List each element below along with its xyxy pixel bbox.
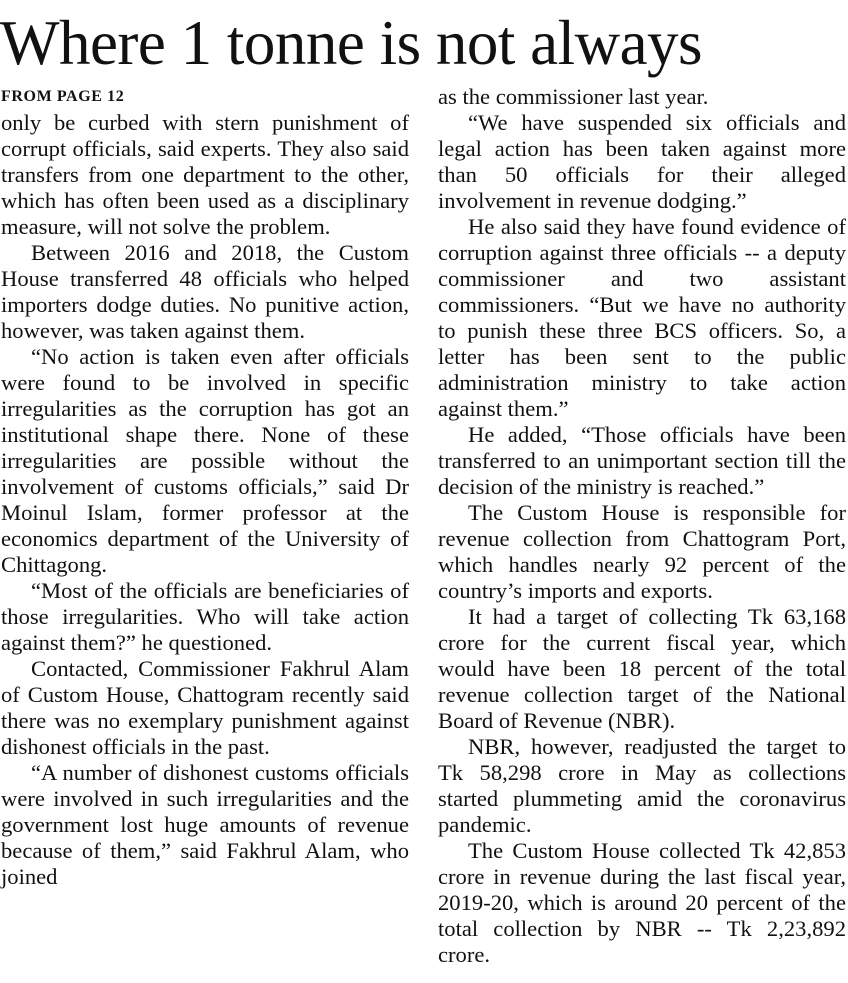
- paragraph: “We have suspended six officials and legal action has been taken against more than 50 officials for their alleged involvement in revenue dodging.”: [438, 110, 846, 213]
- article-column-right: [438, 84, 846, 968]
- paragraph: “No action is taken even after officials were found to be involved in specific irregularities as the corruption has got an institutional shape there. None of these irregularities are possible without the involvement of customs officials,” said Dr Moinul Islam, former professor at the economics department of the University of Chittagong.: [1, 344, 409, 577]
- paragraph: only be curbed with stern punishment of corrupt officials, said experts. They also said transfers from one department to the other, which has often been used as a disciplinary measure, will not solve the problem.: [1, 110, 409, 239]
- article-column-left: [1, 84, 409, 890]
- paragraph: The Custom House collected Tk 42,853 crore in revenue during the last fiscal year, 2019-20, which is around 20 percent of the total collection by NBR -- Tk 2,23,892 crore.: [438, 838, 846, 967]
- paragraph: He also said they have found evidence of corruption against three officials -- a deputy commissioner and two assistant commissioners. “But we have no authority to punish these three BCS officers. So, a letter has been sent to the public administration ministry to take action against them.”: [438, 214, 846, 421]
- paragraph: The Custom House is responsible for revenue collection from Chattogram Port, which handles nearly 92 percent of the country’s imports and exports.: [438, 500, 846, 603]
- paragraph: as the commissioner last year.: [438, 84, 709, 109]
- paragraph: Contacted, Commissioner Fakhrul Alam of Custom House, Chattogram recently said there was no exemplary punishment against dishonest officials in the past.: [1, 656, 409, 759]
- paragraph: “Most of the officials are beneficiaries of those irregularities. Who will take action against them?” he questioned.: [1, 578, 409, 655]
- paragraph: NBR, however, readjusted the target to Tk 58,298 crore in May as collections started plummeting amid the coronavirus pandemic.: [438, 734, 846, 837]
- paragraph: He added, “Those officials have been transferred to an unimportant section till the decision of the ministry is reached.”: [438, 422, 846, 499]
- paragraph: It had a target of collecting Tk 63,168 crore for the current fiscal year, which would have been 18 percent of the total revenue collection target of the National Board of Revenue (NBR).: [438, 604, 846, 733]
- jump-line: FROM PAGE 12: [1, 88, 125, 105]
- paragraph: Between 2016 and 2018, the Custom House transferred 48 officials who helped importers dodge duties. No punitive action, however, was taken against them.: [1, 240, 409, 343]
- paragraph: “A number of dishonest customs officials were involved in such irregularities and the government lost huge amounts of revenue because of them,” said Fakhrul Alam, who joined: [1, 760, 409, 889]
- headline: Where 1 tonne is not always: [0, 8, 703, 78]
